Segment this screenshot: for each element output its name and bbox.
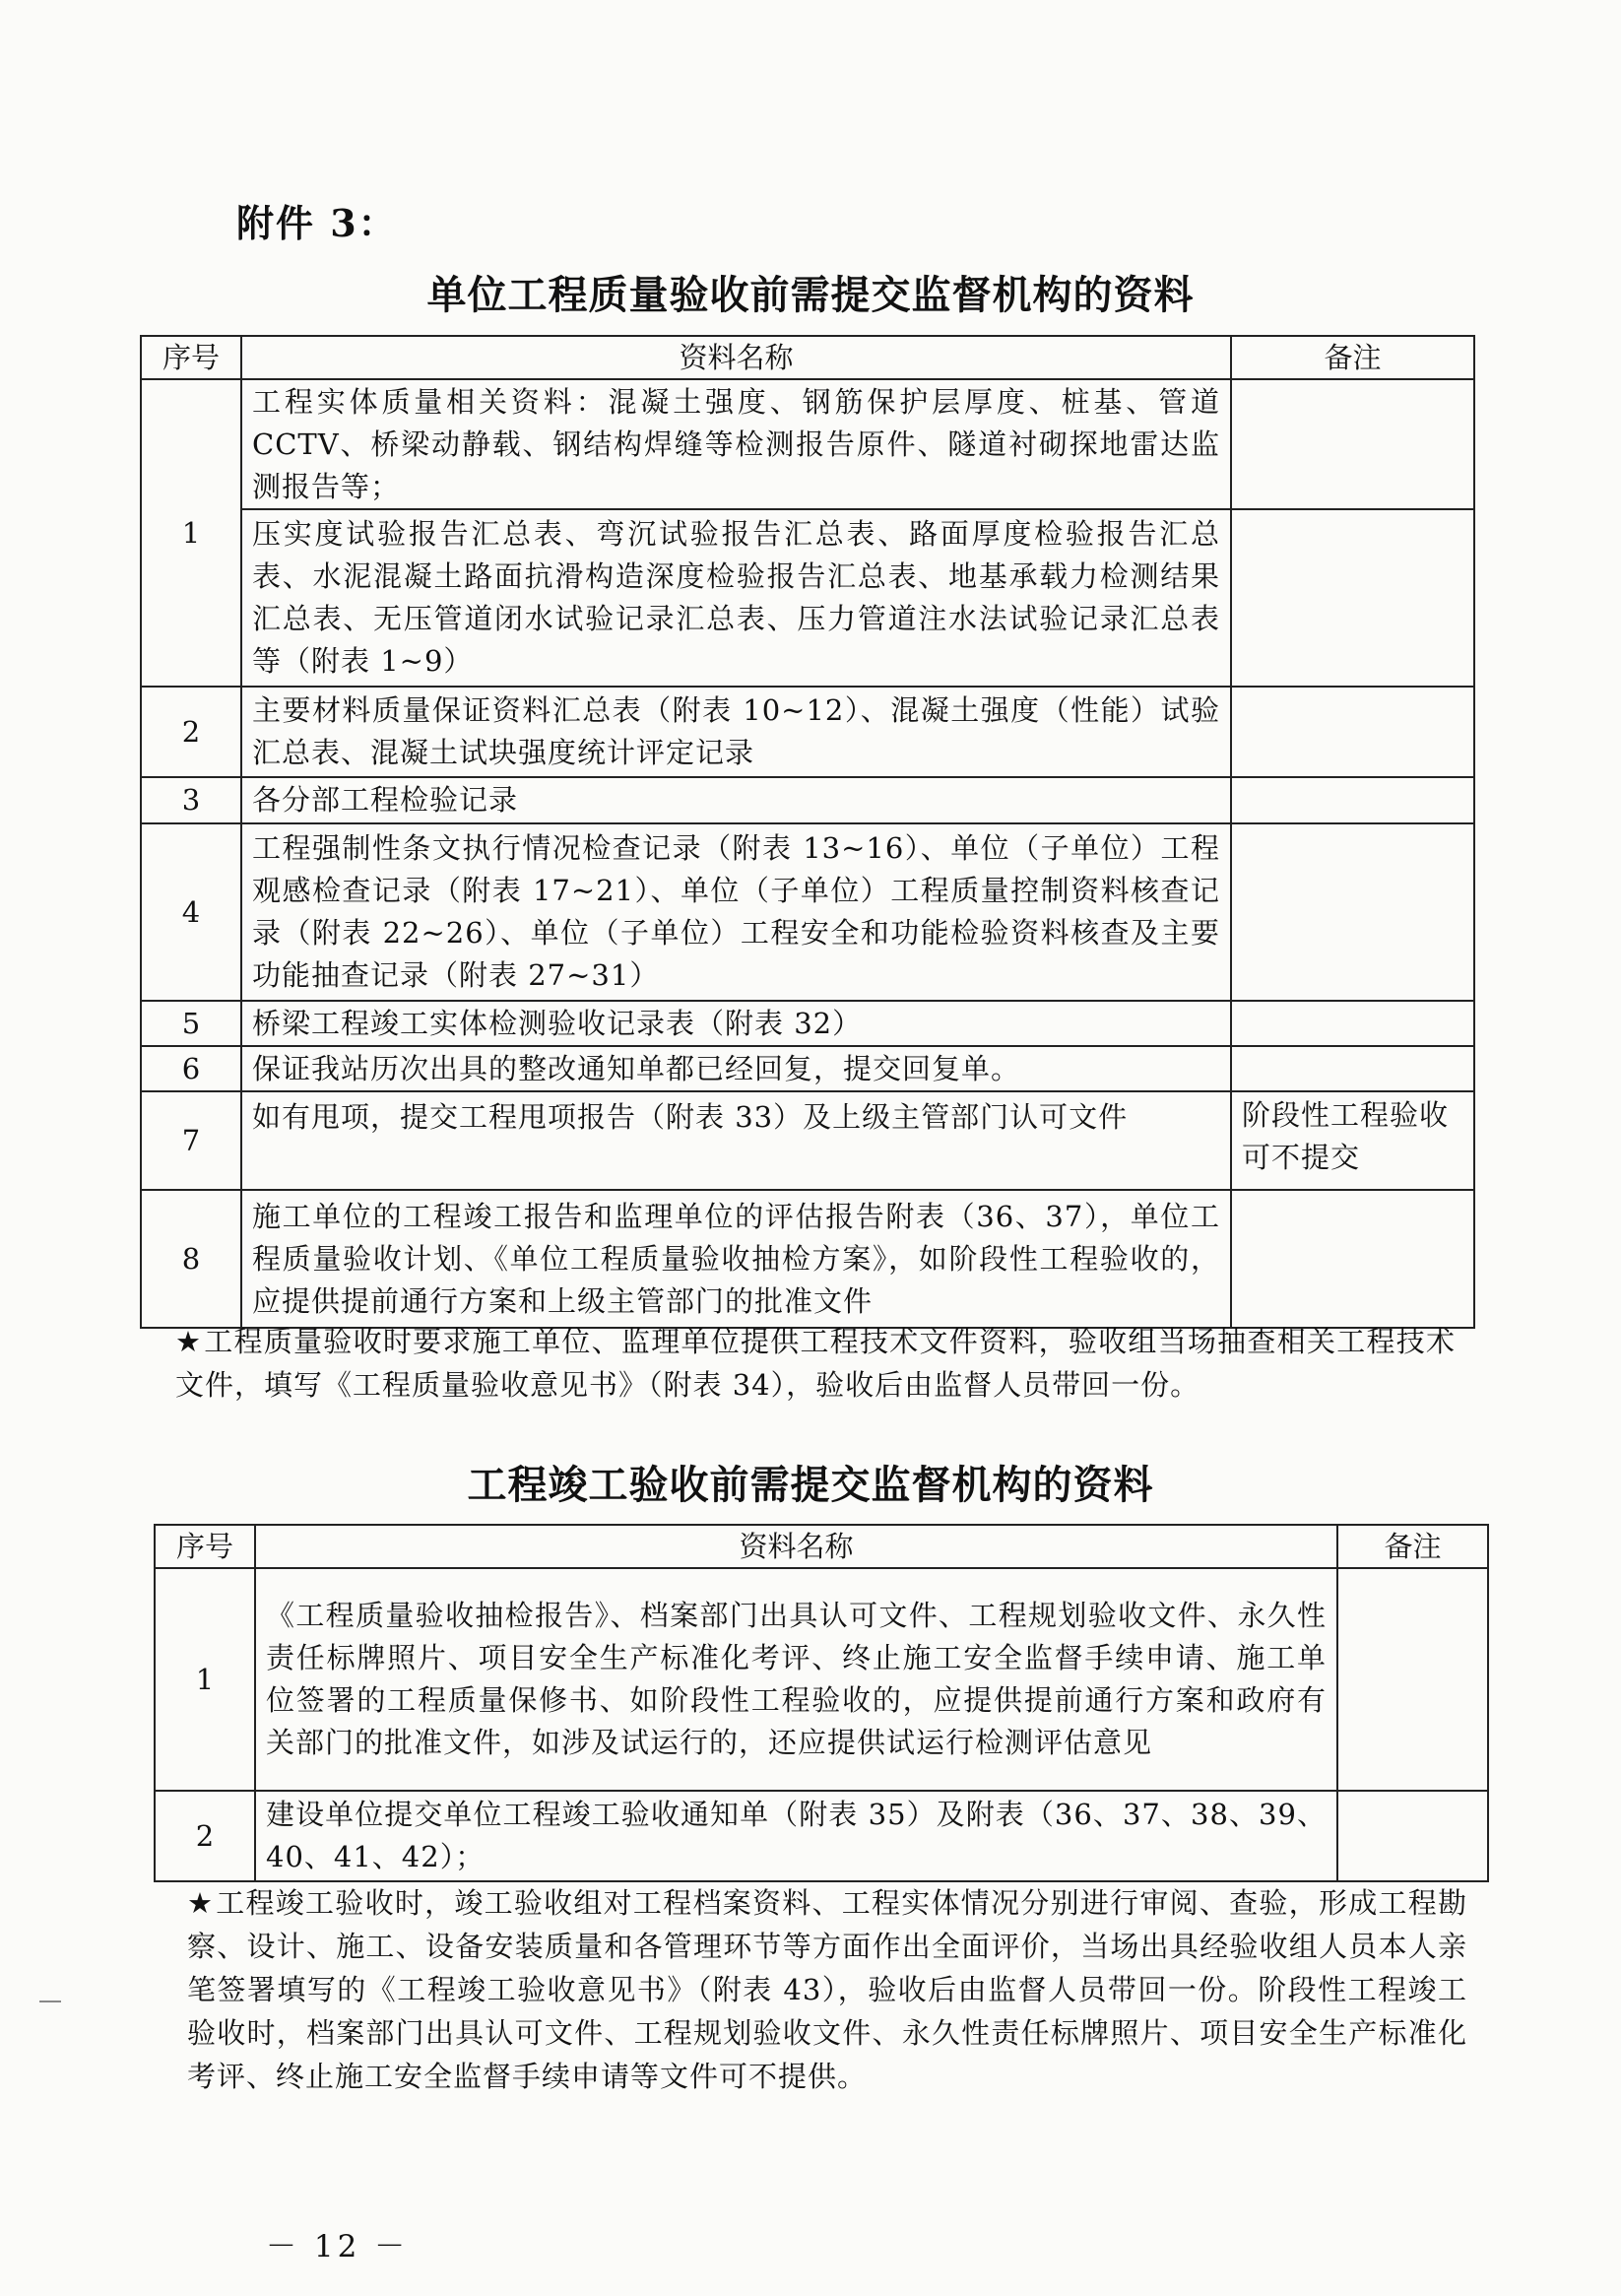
table-row (141, 509, 1474, 687)
row-text: 桥梁工程竣工实体检测验收记录表（附表 32） (241, 1001, 1231, 1046)
row-remark (1337, 1568, 1488, 1791)
section1-note (175, 1320, 1456, 1407)
row-number: 7 (141, 1091, 241, 1190)
row-remark (1231, 687, 1474, 777)
row-number: 6 (141, 1046, 241, 1091)
table-header-row (155, 1525, 1488, 1568)
table-row (141, 1091, 1474, 1190)
row-number: 5 (141, 1001, 241, 1046)
row-number: 2 (155, 1791, 255, 1881)
section1-note-text: 工程质量验收时要求施工单位、监理单位提供工程技术文件资料，验收组当场抽查相关工程技术文件，填写《工程质量验收意见书》（附表 34），验收后由监督人员带回一份。 (175, 1325, 1456, 1402)
star-icon: ★ (175, 1325, 203, 1358)
row-number: 2 (141, 687, 241, 777)
row-text: 如有甩项，提交工程甩项报告（附表 33）及上级主管部门认可文件 (241, 1091, 1231, 1190)
section1-title: 单位工程质量验收前需提交监督机构的资料 (426, 272, 1195, 318)
table-row (155, 1568, 1488, 1791)
table-row (141, 1190, 1474, 1328)
row-text: 工程实体质量相关资料：混凝土强度、钢筋保护层厚度、桩基、管道 CCTV、桥梁动静载、钢结构焊缝等检测报告原件、隧道衬砌探地雷达监测报告等； (241, 379, 1231, 509)
header-no: 序号 (141, 336, 241, 379)
section2-note (187, 1881, 1467, 2098)
section2-table (154, 1524, 1489, 1882)
row-remark (1231, 823, 1474, 1001)
table-row (141, 379, 1474, 509)
row-remark (1231, 379, 1474, 509)
page-number: － 12 － (266, 2229, 410, 2264)
table-row (141, 1046, 1474, 1091)
row-text: 施工单位的工程竣工报告和监理单位的评估报告附表（36、37），单位工程质量验收计划、《单位工程质量验收抽检方案》，如阶段性工程验收的，应提供提前通行方案和上级主管部门的批准文件 (241, 1190, 1231, 1328)
row-text: 主要材料质量保证资料汇总表（附表 10~12）、混凝土强度（性能）试验汇总表、混凝土试块强度统计评定记录 (241, 687, 1231, 777)
row-remark (1337, 1791, 1488, 1881)
section2-note-text: 工程竣工验收时，竣工验收组对工程档案资料、工程实体情况分别进行审阅、查验，形成工程勘察、设计、施工、设备安装质量和各管理环节等方面作出全面评价，当场出具经验收组人员本人亲笔签署填写的《工程竣工验收意见书》（附表 43），验收后由监督人员带回一份。阶段性工程竣工验收时，档案部门出具认可文件、工程规划验收文件、永久性责任标牌照片、项目安全生产标准化考评、终止施工安全监督手续申请等文件可不提供。 (187, 1886, 1467, 2093)
margin-mark (39, 2001, 61, 2002)
row-text: 工程强制性条文执行情况检查记录（附表 13~16）、单位（子单位）工程观感检查记录（附表 17~21）、单位（子单位）工程质量控制资料核查记录（附表 22~26）、单位（子单位）工程安全和功能检验资料核查及主要功能抽查记录（附表 27~31） (241, 823, 1231, 1001)
header-name: 资料名称 (255, 1525, 1337, 1568)
row-number: 1 (141, 379, 241, 687)
row-number: 1 (155, 1568, 255, 1791)
table-row (155, 1791, 1488, 1881)
section1-table (140, 335, 1475, 1329)
row-text: 《工程质量验收抽检报告》、档案部门出具认可文件、工程规划验收文件、永久性责任标牌照片、项目安全生产标准化考评、终止施工安全监督手续申请、施工单位签署的工程质量保修书、如阶段性工程验收的，应提供提前通行方案和政府有关部门的批准文件，如涉及试运行的，还应提供试运行检测评估意见 (255, 1568, 1337, 1791)
row-number: 8 (141, 1190, 241, 1328)
row-number: 4 (141, 823, 241, 1001)
star-icon: ★ (187, 1886, 215, 1920)
row-text: 建设单位提交单位工程竣工验收通知单（附表 35）及附表（36、37、38、39、40、41、42）； (255, 1791, 1337, 1881)
row-number: 3 (141, 777, 241, 823)
attachment-label: 附件 3： (236, 201, 398, 245)
row-remark (1231, 509, 1474, 687)
header-name: 资料名称 (241, 336, 1231, 379)
row-remark: 阶段性工程验收可不提交 (1231, 1091, 1474, 1190)
header-no: 序号 (155, 1525, 255, 1568)
header-remark: 备注 (1337, 1525, 1488, 1568)
table-row (141, 1001, 1474, 1046)
row-remark (1231, 777, 1474, 823)
row-remark (1231, 1001, 1474, 1046)
row-remark (1231, 1046, 1474, 1091)
row-text: 各分部工程检验记录 (241, 777, 1231, 823)
row-remark (1231, 1190, 1474, 1328)
table-row (141, 823, 1474, 1001)
row-text: 保证我站历次出具的整改通知单都已经回复，提交回复单。 (241, 1046, 1231, 1091)
header-remark: 备注 (1231, 336, 1474, 379)
section2-title: 工程竣工验收前需提交监督机构的资料 (467, 1462, 1154, 1508)
table-row (141, 777, 1474, 823)
table-row (141, 687, 1474, 777)
row-text: 压实度试验报告汇总表、弯沉试验报告汇总表、路面厚度检验报告汇总表、水泥混凝土路面抗滑构造深度检验报告汇总表、地基承载力检测结果汇总表、无压管道闭水试验记录汇总表、压力管道注水法试验记录汇总表等（附表 1~9） (241, 509, 1231, 687)
table-header-row (141, 336, 1474, 379)
